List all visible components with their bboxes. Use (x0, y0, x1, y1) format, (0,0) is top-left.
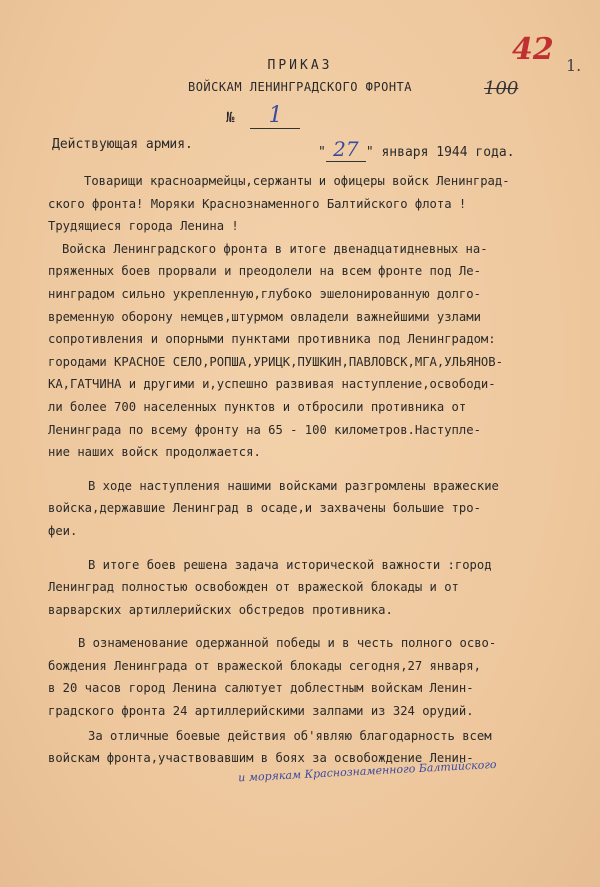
date-rest: " января 1944 года. (365, 145, 515, 160)
archive-number-suffix: 1. (566, 56, 582, 75)
body-line: нинградом сильно укрепленную,глубоко эшелонированную долго- (48, 286, 481, 301)
date-day-handwritten: 27 (326, 137, 366, 162)
archive-number-crossed: 100 (484, 78, 519, 99)
body-line: бождения Ленинграда от вражеской блокады сегодня,27 января, (48, 658, 481, 673)
body-line: Войска Ленинградского фронта в итоге двенадцатидневных на- (62, 241, 488, 256)
body-line: феи. (48, 523, 78, 538)
body-line: войска,державшие Ленинград в осаде,и захвачены большие тро- (48, 501, 481, 516)
body-line: Трудящиеся города Ленина ! (48, 219, 239, 234)
body-line: За отличные боевые действия об'являю благодарность всем (88, 728, 492, 743)
body-line: ли более 700 населенных пунктов и отбросили противника от (48, 399, 467, 414)
archive-number-red: 42 (512, 32, 554, 67)
body-line: В ознаменование одержанной победы и в честь полного осво- (78, 636, 497, 651)
body-line: ние наших войск продолжается. (48, 445, 261, 460)
body-line: В итоге боев решена задача исторической важности :город (88, 557, 492, 572)
body-line: В ходе наступления нашими войсками разгромлены вражеские (88, 478, 499, 493)
number-prefix: № (226, 110, 235, 126)
body-line: в 20 часов город Ленина салютует доблестным войскам Ленин- (48, 681, 474, 696)
place-line: Действующая армия. (52, 137, 193, 152)
body-line: Ленинград полностью освобожден от вражеской блокады и от (48, 580, 459, 595)
body-line: ского фронта! Моряки Краснознаменного Балтийского флота ! (48, 196, 467, 211)
body-line: варварских артиллерийских обстредов противника. (48, 602, 393, 617)
date-line (318, 137, 515, 162)
document-title: ПРИКАЗ (267, 58, 333, 73)
body-line: Товарищи красноармейцы,сержанты и офицеры войск Ленинград- (84, 174, 510, 188)
body-line: КА,ГАТЧИНА и другими и,успешно развивая наступление,освободи- (48, 377, 496, 392)
handwritten-insertion: и морякам Краснознаменного Балтийского (237, 757, 497, 785)
body-line: городами КРАСНОЕ СЕЛО,РОПША,УРИЦК,ПУШКИН,ПАВЛОВСК,МГА,УЛЬЯНОВ- (48, 354, 503, 369)
order-number (226, 103, 300, 129)
order-body (48, 170, 568, 770)
body-line: временную оборону немцев,штурмом овладели важнейшими узлами (48, 309, 481, 324)
body-line: пряженных боев прорвали и преодолели на всем фронте под Ле- (48, 264, 481, 279)
body-line: сопротивления и опорными пунктами противника под Ленинградом: (48, 332, 496, 347)
date-quote: " (318, 145, 326, 160)
body-line: войскам фронта,участвовавшим в боях за освобождение Ленин- (48, 751, 474, 766)
document-subtitle: ВОЙСКАМ ЛЕНИНГРАДСКОГО ФРОНТА (187, 80, 412, 94)
body-line: Ленинграда по всему фронту на 65 - 100 километров.Наступле- (48, 422, 481, 437)
body-line: градского фронта 24 артиллерийскими залпами из 324 орудий. (48, 704, 474, 719)
number-handwritten: 1 (250, 103, 300, 129)
